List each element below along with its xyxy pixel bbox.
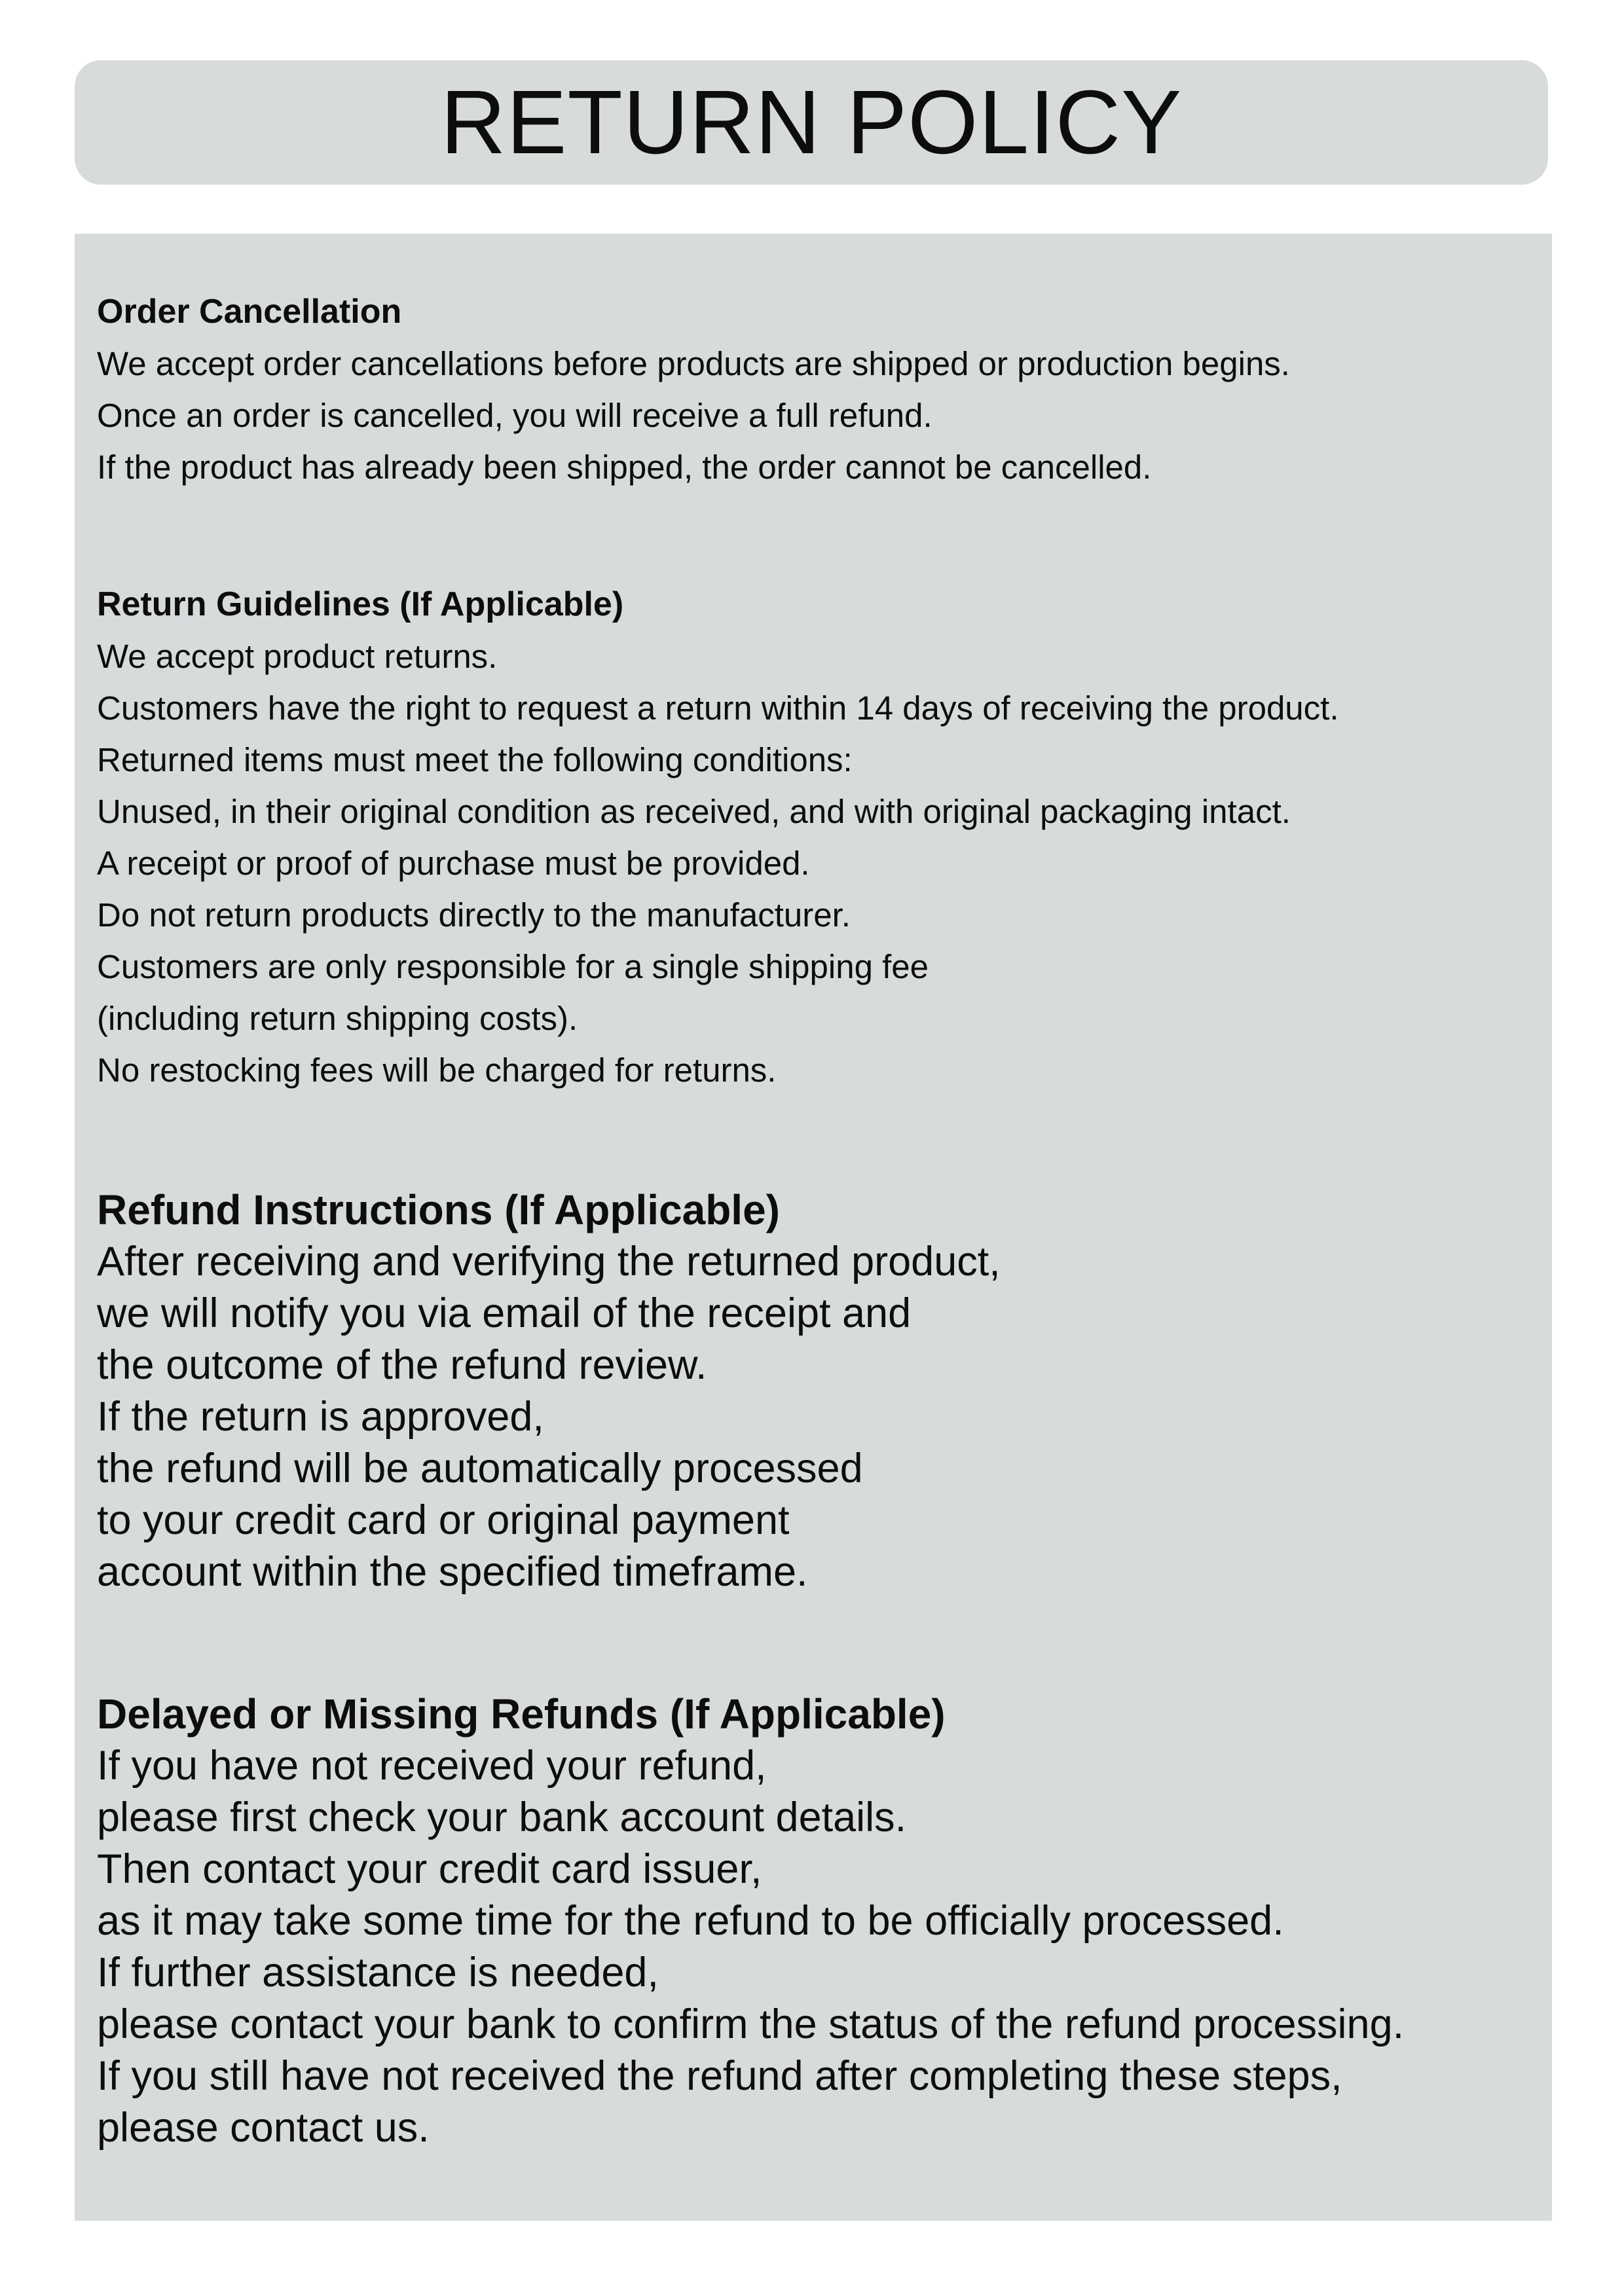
section-delayed-refunds — [97, 1688, 1545, 2154]
policy-line: If you have not received your refund, — [97, 1743, 767, 1789]
policy-line: If the product has already been shipped, the order cannot be cancelled. — [97, 448, 1152, 486]
policy-line: as it may take some time for the refund to be officially processed. — [97, 1898, 1284, 1944]
policy-line: Customers have the right to request a return within 14 days of receiving the product. — [97, 689, 1339, 727]
section-heading: Refund Instructions (If Applicable) — [97, 1186, 780, 1233]
policy-line: If you still have not received the refund after completing these steps, — [97, 2053, 1342, 2099]
section-order-cancellation — [97, 286, 1545, 493]
policy-line: Customers are only responsible for a single shipping fee — [97, 948, 929, 985]
policy-line: please contact your bank to confirm the status of the refund processing. — [97, 2001, 1405, 2047]
title-banner — [75, 60, 1548, 185]
policy-line: the outcome of the refund review. — [97, 1342, 707, 1388]
policy-line: We accept product returns. — [97, 638, 498, 675]
section-heading: Return Guidelines (If Applicable) — [97, 585, 624, 623]
policy-line: No restocking fees will be charged for returns. — [97, 1051, 777, 1089]
policy-line: the refund will be automatically processed — [97, 1446, 863, 1491]
policy-line: (including return shipping costs). — [97, 1000, 578, 1037]
policy-line: After receiving and verifying the returned product, — [97, 1239, 1001, 1285]
page-title: RETURN POLICY — [440, 71, 1183, 173]
policy-line: If further assistance is needed, — [97, 1950, 659, 1995]
policy-line: to your credit card or original payment — [97, 1497, 790, 1543]
policy-line: we will notify you via email of the receipt and — [97, 1290, 912, 1336]
policy-content — [75, 234, 1552, 2221]
section-heading: Order Cancellation — [97, 293, 402, 331]
policy-line: Then contact your credit card issuer, — [97, 1846, 762, 1892]
policy-line: We accept order cancellations before products are shipped or production begins. — [97, 345, 1290, 382]
policy-line: please first check your bank account details. — [97, 1795, 907, 1840]
policy-line: If the return is approved, — [97, 1394, 544, 1440]
section-refund-instructions — [97, 1184, 1545, 1598]
policy-line: A receipt or proof of purchase must be provided. — [97, 845, 810, 882]
policy-line: account within the specified timeframe. — [97, 1549, 808, 1595]
section-return-guidelines — [97, 579, 1545, 1096]
policy-line: Returned items must meet the following conditions: — [97, 741, 853, 778]
policy-line: Unused, in their original condition as received, and with original packaging intact. — [97, 793, 1291, 830]
policy-line: Do not return products directly to the manufacturer. — [97, 896, 851, 934]
policy-line: please contact us. — [97, 2105, 430, 2151]
section-heading: Delayed or Missing Refunds (If Applicable) — [97, 1690, 946, 1738]
policy-line: Once an order is cancelled, you will receive a full refund. — [97, 397, 932, 434]
